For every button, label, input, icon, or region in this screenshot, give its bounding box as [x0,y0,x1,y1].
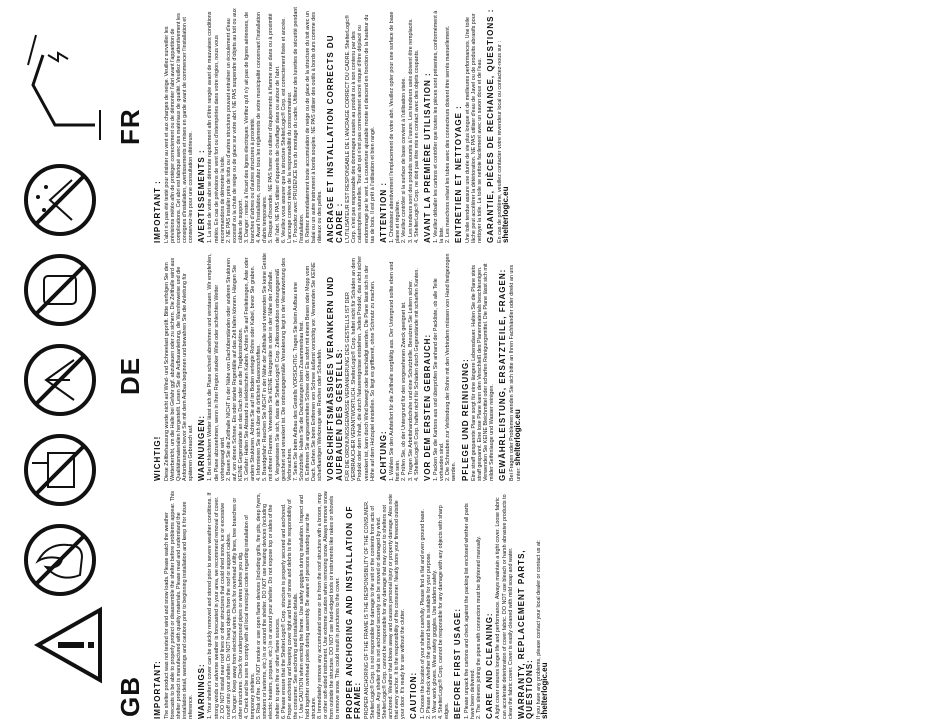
gb-first-usage-1: 1. Please unpack the cartons and check against the packing list enclosed whether all parts have been delivered. [463,503,476,719]
de-warranty-text: Bei Fragen oder Problemen wenden Sie sich bitte an Ihren Fachhändler oder direkt an uns unter: [508,264,523,481]
gb-warranty-text: If you have any problems, please contact your local dealer or contact us at: [535,540,542,719]
gb-important-text: The shelter product was not tested for wind and snow loads. Please watch the weather forecasts to be able to properly protect or disassemble the shelter before problems appear. This shelter product is manufactured with quality materials. Please read and understand the installation detail, warnings and cautions prior to beginning installation and keep it for future reference. [163,491,194,719]
fr-care-title: ENTRETIEN ET NETTOYAGE : [454,105,464,243]
fr-warnings-title: AVERTISSEMENTS : [196,149,206,243]
de-warning-8: 8. Entfernen Sie angesammelten Schnee oder Eis sofort mit einem Besen oder Mopp vom Dach. Gehen Sie beim Entfernen von Schnee äußerst vorsichtig vor. Verwenden Sie KEINE scharfkantigen Werkzeuge wie Rechen oder Schaufeln. [304,262,324,481]
fr-warning-4: 4. Avant l'installation, consultez tous les règlements de votre municipalité concernant l'installation d'abris temporaires. [256,12,269,243]
de-caution-1: 1. Wählen Sie den Aufstellort für die Zelthalle sorgfältig aus. Der Untergrund sollte eben und fest sein. [389,261,402,481]
fr-warning-6: 6. Veuillez vous assurer que la structure ShelterLogic® Corp. est correctement fixée et ancrée. L'ancrage correct relève de la responsabilité du consommateur. [280,17,293,243]
fr-warning-5: 5. Risque d'incendie. NE PAS fumer ou utiliser d'équipements à flamme nue dans ou à proximité de l'abri. NE PAS utiliser d'appareils de chauffage dans ou autour de l'abri. [268,13,281,243]
de-caution-2: 2. Prüfen Sie, ob der Untergrund für den vorgesehenen Zweck geeignet ist. [401,301,408,481]
no-gas-icon [26,256,94,324]
gb-warning-1: 1. Your shelter's cover can be quickly removed and stored prior to severe weather conditions. If strong winds or adverse weather is forecasted in your area, we recommend removal of cover. [207,492,220,719]
de-warnings-title: WARNUNGEN: [196,415,206,481]
de-first-usage-list [433,253,457,481]
gb-care-title: CARE AND CLEANING: [484,612,494,719]
gb-first-usage-list [464,491,482,719]
fr-anchoring-text: L'UTILISATEUR EST RESPONSABLE DE L'ANCRAGE CORRECT DU CADRE. ShelterLogic® Corp. n'est pas responsable des dommages causés au produit ou à son contenu par des catastrophes naturelles. Tout abri qui n'est pas correctement ancré risque d'être déplacé ou endommagé par le vent. La couverture ajustable monte et descend en fonction de la hauteur du tas de bois. Il est prêt à l'utilisation et bien rangé. [345,14,376,243]
gb-warning-6: 6. Please ensure that the ShelterLogic® Corp. structure is properly secured and anchored. Proper anchoring and keeping cover tight and free of snow and debris is the responsibility of the consumer. See anchoring and installation details. [280,499,299,719]
de-caution-list [389,253,419,481]
de-caution-3: 3. Tragen Sie Arbeitshandschuhe und eine Schutzbrille. Benutzen Sie Leitern sicher. [407,279,414,481]
de-anchoring-title: VORSCHRIFTSMÄSSIGES VERANKERN UND AUFBAUEN DES GESTELLS: [326,275,344,481]
fr-caution-list [389,7,419,243]
gb-caution-list [420,491,450,719]
fr-caution-title: ATTENTION : [378,181,388,243]
gb-anchoring-title: PROPER ANCHORING AND INSTALLATION OF FRAME: [344,505,363,719]
gb-important-title: IMPORTANT: [153,660,162,719]
fr-warning-1: 1. La toile de votre abri se démonte rapidement afin d'être rangée avant de mauvaises conditions météo. En cas de prévisions de vent fort ou d'intempéries dans votre région, nous vous recommandons de démonter la toile. [207,11,226,243]
fr-warnings-list [207,7,323,243]
gb-warning-7: 7. Use CAUTION when erecting the frame. Use safety goggles during installation. Inspect and hold together overhead poles during assembly. Be aware of persons standing near the structure. [298,495,318,719]
de-warning-6: 6. Vergewissern Sie sich, dass die ShelterLogic® Corp. Zeltkonstruktion ordnungsgemäß gesichert und verankert ist. Die ordnungsgemäße Verankerung liegt in der Verantwortung des Verbrauchers. [274,258,293,481]
fr-caution-4: 4. ShelterLogic® Corp. ne doit pas être mis en contact avec des objets coupants. [413,49,420,243]
de-first-usage-2: 2. Die Schrauben zur Verbindung der Rohre mit den Verbindern müssen von Hand festgezogen werden. [445,253,458,481]
fr-warranty-title: GARANTIE, PIÈCES DE RECHANGE, QUESTIONS : [486,8,496,243]
gb-caution-2: 2. Please check whether the ground base is suitable for your purpose. [425,552,432,719]
column-fr [150,7,511,243]
fr-warranty-text: En cas de problème, veuillez contacter votre revendeur local ou contactez-nous sur : [496,41,503,243]
no-snow-load-icon [26,166,94,234]
de-anchoring-text: FÜR DIE ORDNUNGSGEMÄSSE VERANKERUNG DES GESTELLS IST DER VERBRAUCHER VERANTWORTLICH. ShelterLogic® Corp. haftet nicht für Schäden an dem Produkt oder dem Inhalt, die durch Naturereignisse entstehen. Jedes Produkt, das nicht sicher verankert ist, kann durch Wind bewegt oder beschädigt werden. Die Plane lässt sich in der Höhe auf dem Holzspiel einstellen. So liegt es griffbereit, ohne Schmutz zu machen. [345,255,376,481]
fr-important-title: IMPORTANT : [153,180,162,243]
gb-first-usage-2: 2. The sleeves joining the pipes with connectors must be tightened manually. [475,536,482,719]
fr-first-usage-list [433,7,451,243]
fr-caution-1: 1. Choisissez attentivement l'emplacement de votre abri. Veuillez opter pour une surface de base plane et régulière. [389,11,402,243]
gb-caution-title: CAUTION: [409,671,419,719]
electric-wire-hazard-icon [28,35,100,140]
no-cold-stove-icon [26,436,94,504]
warning-triangle-icon [38,610,100,680]
de-first-usage-1: 1. Packen Sie die Kartons aus und überprüfen Sie anhand der Packliste, ob alle Teile vorhanden sind. [433,278,446,481]
de-warranty-url[interactable]: shelterlogic.eu [513,409,523,466]
fr-warning-3: 3. Danger : restez à l'écart des lignes électriques. Vérifiez qu'il n'y ait pas de lignes aériennes, de branches d'arbres ou d'autres structures à proximité. [244,11,257,243]
fr-warranty-url[interactable]: shelterlogic.eu [500,186,510,243]
fr-important-text: L'abri n'a pas été testé pour résister au vent et aux charges de neige. Veuillez surveiller les prévisions météo afin de protéger correctement ou de démonter l'abri avant l'apparition de complications. Cet abri est fabriqué avec des matériaux de qualité. Veuillez lire attentivement les consignes d'installation, avertissements et mises en garde avant de commencer l'installation et conservez-les pour une consultation ultérieure. [163,13,194,243]
fr-caution-3: 3. Les tendeurs sont des produits soumis à l'usure. Les tendeurs usés doivent être remplacés. [407,18,414,243]
fr-first-usage-1: 1. Veuillez déballer les cartons et contrôler que toutes les pièces sont présentes, conformément à la liste. [433,10,446,243]
fr-care-text: Une toile tendue assure une durée de vie plus longue et de meilleures performances. Une toile lâche peut accélérer la détérioration. NE PAS utiliser d'eau de Javel ou de produits abrasifs pour nettoyer la toile. La toile se nettoie facilement avec un savon doux et de l'eau. [464,13,484,243]
gb-warranty-url[interactable]: shelterlogic.eu [539,662,549,719]
de-warning-4: 4. Informieren Sie sich über die örtlichen Bauvorschriften. [256,344,263,481]
column-gb [150,491,550,719]
gb-warning-5: 5. Risk of fire. DO NOT smoke or use open flame devices (including grills, fire pits, deep fryers, smokers or lanterns, etc.) in or around the shelter. DO NOT use heating devices (including electric heaters, propane, etc.) in or around your shelter. Do not expose top or sides of the shelter to open fire or other flame sources. [256,492,281,719]
gb-warnings-list [207,491,341,719]
gb-warranty-title: WARRANTY, REPLACEMENT PARTS, QUESTIONS: [516,549,535,719]
gb-warning-8: 8. Immediately remove any accumulated snow or ice from the roof structure with a broom, mop or other soft-sided instrument. Use extreme caution when removing snow. Always remove snow from outside the structure. DO NOT use hard-edged tools or instruments like rakes or shovels to remove snow. This could result in punctures to the cover. [317,491,342,719]
fr-warning-7: 7. Procédez avec PRUDENCE lors du montage du cadre. Utilisez des lunettes de sécurité pendant l'installation. [292,7,305,243]
gb-warning-2: 2. DO NOT install near roof lines or other structures that could shed snow, ice or excessive runoff onto your shelter. Do NOT hang objects from the roof or support cables. [219,502,232,719]
gb-anchoring-text: PROPER ANCHORING OF THE FRAME IS THE RESPONSIBILITY OF THE CONSUMER. ShelterLogic® Corp. is not responsible for damage to the unit or the contents from acts of nature. Any shelter that is not anchored securely can be moved or damaged by wind. ShelterLogic® Corp. cannot be responsible for any damage that may occur to shelters not anchored. Weather that blows away and causes personal injury or property damage. Also note that every anchor. It is the responsibility of the consumer. Neatly store your firewood outside your door. It's ready for use without the clutter. [363,494,407,719]
no-fire-icon [26,526,94,594]
language-label-gb: GB [115,676,145,717]
gb-caution-4: 4. ShelterLogic® Corp. cannot be responsible for any damage with any objects with sharp edges. [437,505,451,719]
language-label-fr: FR [115,108,145,145]
fr-anchoring-title: ANCRAGE ET INSTALLATION CORRECTS DU CADRE : [326,34,344,243]
fr-first-usage-title: AVANT LA PREMIÈRE UTILISATION : [422,72,432,243]
gb-first-usage-title: BEFORE FIRST USAGE: [453,607,463,719]
gb-caution-1: 1. Choose the location of your shelter carefully. Please find a flat and even ground base. [419,509,426,719]
de-warnings-list [207,253,323,481]
gb-warnings-title: WARNINGS: [196,663,206,719]
de-important-text: Diese Zeltbehausung wurde nicht auf Wind- und Schneelast geprüft. Bitte verfolgen Sie den Wetterbericht, um die Halle bei Gefahr ggf. abzubauen oder zu sichern. Die Zelthalle wird aus Qualitätsmaterialien hergestellt. Lesen Sie die Aufbauanleitung, die Warnhinweise und die Anforderungen bevor Sie mit dem Aufbau beginnen und bewahren Sie die Anleitung für späteren Gebrauch auf. [163,257,194,481]
language-label-de: DE [115,356,145,395]
fr-first-usage-2: 2. Les manchons reliant les tubes avec des connecteurs doivent être serrés manuellement. [445,25,452,243]
fr-warning-8: 8. Retirez immédiatement toute accumulation de neige ou de glace de la structure du toit avec un balai ou un autre instrument à bords souples. NE PAS utiliser des outils à bords durs comme des râteaux ou des pelles. [304,11,324,243]
gb-care-text: A light cover ensures longer life and performance. Always maintain a tight cover. Loose fabric can accelerate deterioration of cover fabric. DO NOT use bleach or harsh abrasive products to clean the fabric cover. Cover is easily cleaned with mild soap and water. [495,494,514,719]
fr-warning-2: 2. NE PAS installer près de toits ou d'autres structures pouvant entraîner un écoulement d'eau excessif ou la chute de neige ou de glace sur votre abri. NE PAS suspendre d'objets au toit ou aux câbles de support. [225,8,244,243]
de-warning-5: 5. Brandgefahr: Rauchen Sie NICHT in der Nähe der Zelthalle und verwenden Sie keine Geräte mit offener Flamme. Verwenden Sie KEINE Heizgeräte in oder in der Nähe der Zelthalle. [262,253,275,481]
de-caution-title: ACHTUNG: [378,430,388,481]
de-care-title: PFLEGE UND REINIGUNG: [460,358,470,481]
de-first-usage-title: VOR DEM ERSTEN GEBRAUCH: [422,333,432,481]
de-care-text: Eine straff gespannte Plane sorgt für eine längere Lebensdauer. Halten Sie die Plane stets straff gespannt. Eine lose Plane kann den Verschleiß des Planenmaterials beschleunigen. Verwenden Sie KEINE Bleichmittel oder scharfen Reinigungsmittel. Die Plane lässt sich mit milder Seifenlauge und Wasser reinigen. [471,263,496,481]
gb-caution-3: 3. Wear work gloves. Wear safety goggles. Use ladders safely. [431,569,438,719]
de-warning-1: 1. Bei schlechtem Wetter lässt sich die Plane schnell abnehmen und verstauen. Wir empfehlen, die Plane abzunehmen, wenn in Ihrer Region starker Wind oder schlechtes Wetter vorhergesagt wird. [207,253,226,481]
de-caution-4: 4. ShelterLogic® Corp. haftet nicht für Schäden durch Gegenstände mit scharfen Kanten. [413,268,420,481]
gb-warning-4: 4. Check and be sure to comply with all local municipal codes regarding installation of temporary shelters. [244,515,257,719]
de-warranty-title: GEWÄHRLEISTUNG, ERSATZTEILE, FRAGEN: [498,268,508,481]
de-warning-2: 2. Bauen Sie die Zelthalle NICHT in der Nähe von Dachüberständen oder anderen Strukturen auf, von denen Schnee, Eis oder starke Regenfälle auf das Zelt fallen können. Hängen Sie KEINE Gegenstände an das Dach oder an die Tragkonstruktion. [225,258,244,481]
de-important-title: WICHTIG! [153,435,162,481]
gb-warning-3: 3. Danger: Keep away from electrical wires. Check for overhead utility lines, tree branches or other structures. Check for underground pipes or wires before you dig. [231,497,244,719]
column-de [150,253,523,481]
de-warning-7: 7. Seien Sie beim Aufbau des Gestells VORSICHTIG. Tragen Sie beim Aufbau eine Schutzbrille. Halten Sie die Dachstangen beim Zusammenbau fest. [292,282,305,481]
fr-caution-2: 2. Veuillez contrôler si la surface de base convient à l'utilisation visée. [401,77,408,243]
de-warning-3: 3. Gefahr: Halten Sie Abstand zu elektrischen Kabeln. Achten Sie auf Freileitungen, Äste oder andere Strukturen. Achten Sie auf im Boden verlegte Rohre oder Kabel, bevor Sie graben. [244,257,257,481]
no-hanging-icon [26,346,94,414]
